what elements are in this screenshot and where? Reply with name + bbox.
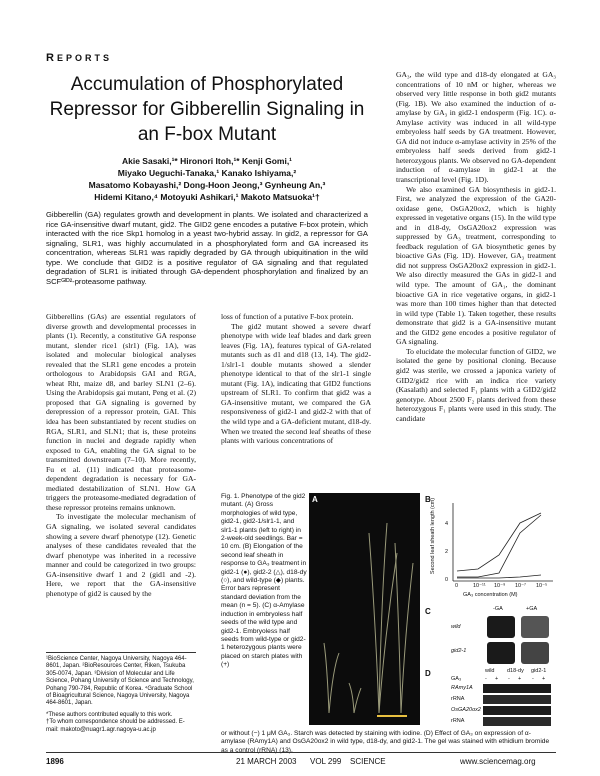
- chart-y-tick: 2: [445, 549, 449, 555]
- author-line: Hidemi Kitano,⁴ Motoyuki Ashikari,¹ Makoto Matsuoka¹†: [94, 192, 320, 202]
- blot-strip: [483, 717, 551, 726]
- figure-panel-a-photo: [309, 493, 420, 725]
- panel-label: B: [425, 495, 431, 504]
- chart-x-tick: 10⁻¹¹: [473, 583, 486, 589]
- paragraph: We also examined GA biosynthesis in gid2-1. First, we analyzed the expression of the GA20-oxidase gene, OsGA20ox2, which is highly expressed in vegetative organs (15). In the wild type and in d18-dy, OsGA20ox2 expression was suppressed by GA₃ treatment, corresponding to feedback regulation of GA biosynthetic genes by bioactive GAs (Fig. 1D). However, GA₃ treatment did not suppress OsGA20ox2 expression in gid2-1. We also directly measured the GAs in gid2-1 and wild type. The amount of GA₁, the dominant bioactive GA in rice vegetative organs, in gid2-1 was more than 100 times higher than that detected in wild type (Table 1). Taken together, these results demonstrate that gid2 is a GA-insensitive mutant and the GID2 gene encodes a positive regulator of GA signaling.: [396, 184, 556, 347]
- column-label-minus-ga: -GA: [493, 606, 503, 612]
- paragraph: loss of function of a putative F-box protein.: [221, 312, 354, 321]
- figure-panel-b: [423, 493, 558, 603]
- paragraph: The gid2 mutant showed a severe dwarf phenotype with wide leaf blades and dark green leaves (Fig. 1A), features typical of GA-related mutants such as d1 and d18 (13, 14). The gid2-1/slr1-1 double mutants showed a slender phenotype identical to that of the slr1-1 single mutant (Fig. 1A), indicating that GID2 functions upstream of SLR1. To confirm that gid2 was a GA-insensitive mutant, we compared the GA responsiveness of gid2-1 and gid2-2 with that of the wild type and a GA-deficient mutant, d18-dy. When we treated the second leaf sheaths of these plants with various concentrations of: [221, 321, 371, 446]
- affiliation-text: ¹BioScience Center, Nagoya University, Nagoya 464-8601, Japan. ²BioResources Center, Riken, Tsukuba 305-0074, Japan. ³Division of Molecular and Life Science, Pohang University of Science and Technology, Pohang 790-784, Republic of Korea. ⁴Graduate School of Bioagricultural Science, Nagoya University, Nagoya 464-8601, Japan.: [46, 656, 194, 707]
- row-label-gid2: gid2-1: [451, 648, 467, 654]
- figure-caption: Fig. 1. Phenotype of the gid2 mutant. (A) Gross morphologies of wild type, gid2-1, gid2-1/slr1-1, and slr1-1 plants (left to right) in 2-week-old seedlings. Bar = 10 cm. (B) Elongation of the second leaf sheath in response to GA₃ treatment in gid2-1 (●), gid2-2 (△), d18-dy (○), and wild-type (◆) plants. Error bars represent standard deviation from the mean (n = 5). (C) α-Amylase induction in embryoless half seeds of the wild type and gid2-1. Embryoless half seeds from wild-type or gid2-1 heterozygous plants were placed on starch plates with (+): [221, 493, 307, 669]
- journal-url: www.sciencemag.org: [460, 757, 536, 766]
- figure-panel-c: [423, 606, 558, 666]
- affiliations: [46, 656, 196, 734]
- footer-divider: [46, 752, 556, 753]
- volume: VOL 299: [310, 757, 342, 766]
- author-line: Akie Sasaki,¹* Hironori Itoh,¹* Kenji Gomi,¹: [121, 156, 293, 166]
- author-line: Masatomo Kobayashi,² Dong-Hoon Jeong,³ Gynheung An,³: [88, 180, 326, 190]
- starch-plate: [521, 616, 549, 638]
- lane-header: d18-dy: [507, 668, 524, 674]
- lane-sign: -: [532, 676, 534, 682]
- blot-row-label: rRNA: [451, 718, 465, 724]
- panel-label: D: [425, 669, 431, 678]
- chart-y-tick: 4: [445, 521, 449, 527]
- blot-strip: [483, 695, 551, 704]
- blot-row-label: OsGA20ox2: [451, 707, 481, 713]
- section-label: REPORTS: [46, 52, 112, 64]
- panel-label: C: [425, 607, 431, 616]
- lane-header: gid2-1: [531, 668, 547, 674]
- column-label-plus-ga: +GA: [526, 606, 538, 612]
- lane-sign: +: [518, 676, 522, 682]
- ga-label: GA₃: [451, 676, 462, 682]
- paragraph: Gibberellins (GAs) are essential regulators of diverse growth and developmental processes in plants (1). Recently, a constitutive GA response mutant, slender rice1 (slr1) (Fig. 1A), was isolated and molecular biological analyses revealed that the SLR1 gene encodes a protein orthologous to Arabidopsis GAI and RGA, wheat Rht, maize d8, and barley SLN1 (2–6). Using the Arabidopsis gai mutant, Peng et al. (2) proposed that GA signaling is governed by derepression of a repressor protein, GAI. This idea has been substantiated by recent studies on RGA, SLR1, and SLN1; that is, these proteins function in nuclei and degrade rapidly when exposed to GA, enabling the GA signal to be transmitted downstream (7–10). More recently, Fu et al. (11) indicated that proteasome-dependent degradation is necessary for GA-mediated destabilization of SLN1. How GA triggers the proteasome-mediated degradation of these repressor proteins remains unknown.: [46, 312, 196, 512]
- footnote-equal-contribution: *These authors contributed equally to this work.: [46, 711, 173, 718]
- lane-sign: +: [542, 676, 546, 682]
- body-column-1: [46, 312, 196, 598]
- panel-label: A: [312, 495, 318, 504]
- figure-panel-d: [423, 668, 558, 728]
- lane-header: wild: [485, 668, 495, 674]
- blot-strip: [483, 706, 551, 715]
- blot-row-label: RAmy1A: [451, 685, 473, 691]
- abstract: Gibberellin (GA) regulates growth and development in plants. We isolated and characterized a rice GA-insensitive dwarf mutant, gid2. The GID2 gene encodes a putative F-box protein, which interacted with the rice Skp1 homolog in a yeast two-hybrid assay. In gid2, a repressor for GA signaling, SLR1, was highly accumulated in a phosphorylated form and GA increased its concentration, whereas SLR1 was rapidly degraded by GA through ubiquitination in the wild type. We conclude that GID2 is a positive regulator of GA signaling and that regulated degradation of SLR1 is initiated through GA-dependent phosphorylation and finalized by an SCFᴳᴵᴰ²-proteasome pathway.: [46, 210, 368, 286]
- lane-sign: -: [485, 676, 487, 682]
- article-title: Accumulation of Phosphorylated Repressor for Gibberellin Signaling in an F-box Mutant: [49, 74, 365, 145]
- chart-x-tick: 0: [455, 583, 459, 589]
- plant-photo-illustration: [309, 493, 420, 725]
- chart-x-tick: 10⁻⁷: [515, 583, 527, 589]
- chart-y-label: Second leaf sheath length (cm): [430, 497, 436, 575]
- figure-caption-continued: or without (−) 1 μM GA₃. Starch was detected by staining with iodine. (D) Effect of GA₃ on expression of α-amylase (RAmy1A) and OsGA20ox2 in wild type, d18-dy, and gid2-1. The gel was stained with ethidium bromide as a control (rRNA) (13).: [221, 730, 550, 754]
- chart-x-tick: 10⁻⁹: [494, 583, 506, 589]
- lane-sign: -: [508, 676, 510, 682]
- journal-name: SCIENCE: [350, 757, 386, 766]
- paragraph: GA₃, the wild type and d18-dy elongated at GA₃ concentrations of 10 nM or higher, whereas we observed very little response in both gid2 mutants (Fig. 1B). We also examined the induction of α-amylase by GA₃ in gid2-1 endosperm (Fig. 1C). α-Amylase activity was induced in all wild-type embryoless half seeds by GA treatment. However, GA did not induce α-amylase activity in 25% of the embryoless half seeds derived from gid2-1 heterozygous plants. We observed no GA-dependent induction of α-amylase in gid2-1 at the transcriptional level (Fig. 1D).: [396, 70, 556, 185]
- body-column-3: [396, 70, 556, 423]
- footnote-divider: [46, 652, 196, 653]
- issue-date: 21 MARCH 2003: [236, 757, 297, 766]
- blot-row-label: rRNA: [451, 696, 465, 702]
- paragraph: To investigate the molecular mechanism of GA signaling, we isolated several candidates showing a severe dwarf phenotype (12). Genetic analyses of these candidates revealed that the dwarf phenotype was inherited in a recessive manner and could be categorized in two groups: GA-insensitive dwarf 1 and 2 (gid1 and -2). Here, we report that the GA-insensitive phenotype of gid2 is caused by the: [46, 512, 196, 598]
- footnote-correspondence: †To whom correspondence should be addressed. E-mail: makoto@nuagr1.agr.nagoya-u.ac.jp: [46, 719, 185, 733]
- starch-plate: [487, 616, 515, 638]
- chart-x-tick: 10⁻⁵: [536, 583, 548, 589]
- chart-x-label: GA₃ concentration (M): [463, 592, 518, 598]
- body-column-2: [221, 312, 371, 446]
- starch-plate: [487, 642, 515, 664]
- chart-y-tick: 0: [445, 577, 449, 583]
- blot-strip: [483, 684, 551, 693]
- starch-plate: [521, 642, 549, 664]
- page-number: 1896: [46, 757, 64, 766]
- author-list: [46, 155, 368, 203]
- author-line: Miyako Ueguchi-Tanaka,¹ Kanako Ishiyama,²: [117, 168, 297, 178]
- lane-sign: +: [495, 676, 499, 682]
- row-label-wild: wild: [451, 624, 461, 630]
- paragraph: To elucidate the molecular function of GID2, we isolated the gene by positional cloning. Because gid2 was sterile, we crossed a japonica variety of GID2/gid2 rice with an indica rice variety (Kasalath) and selected F₁ plants with a GID2/gid2 genotype. About 2500 F₂ plants derived from these heterozygous F₁ plants were used in this study. The candidate: [396, 346, 556, 423]
